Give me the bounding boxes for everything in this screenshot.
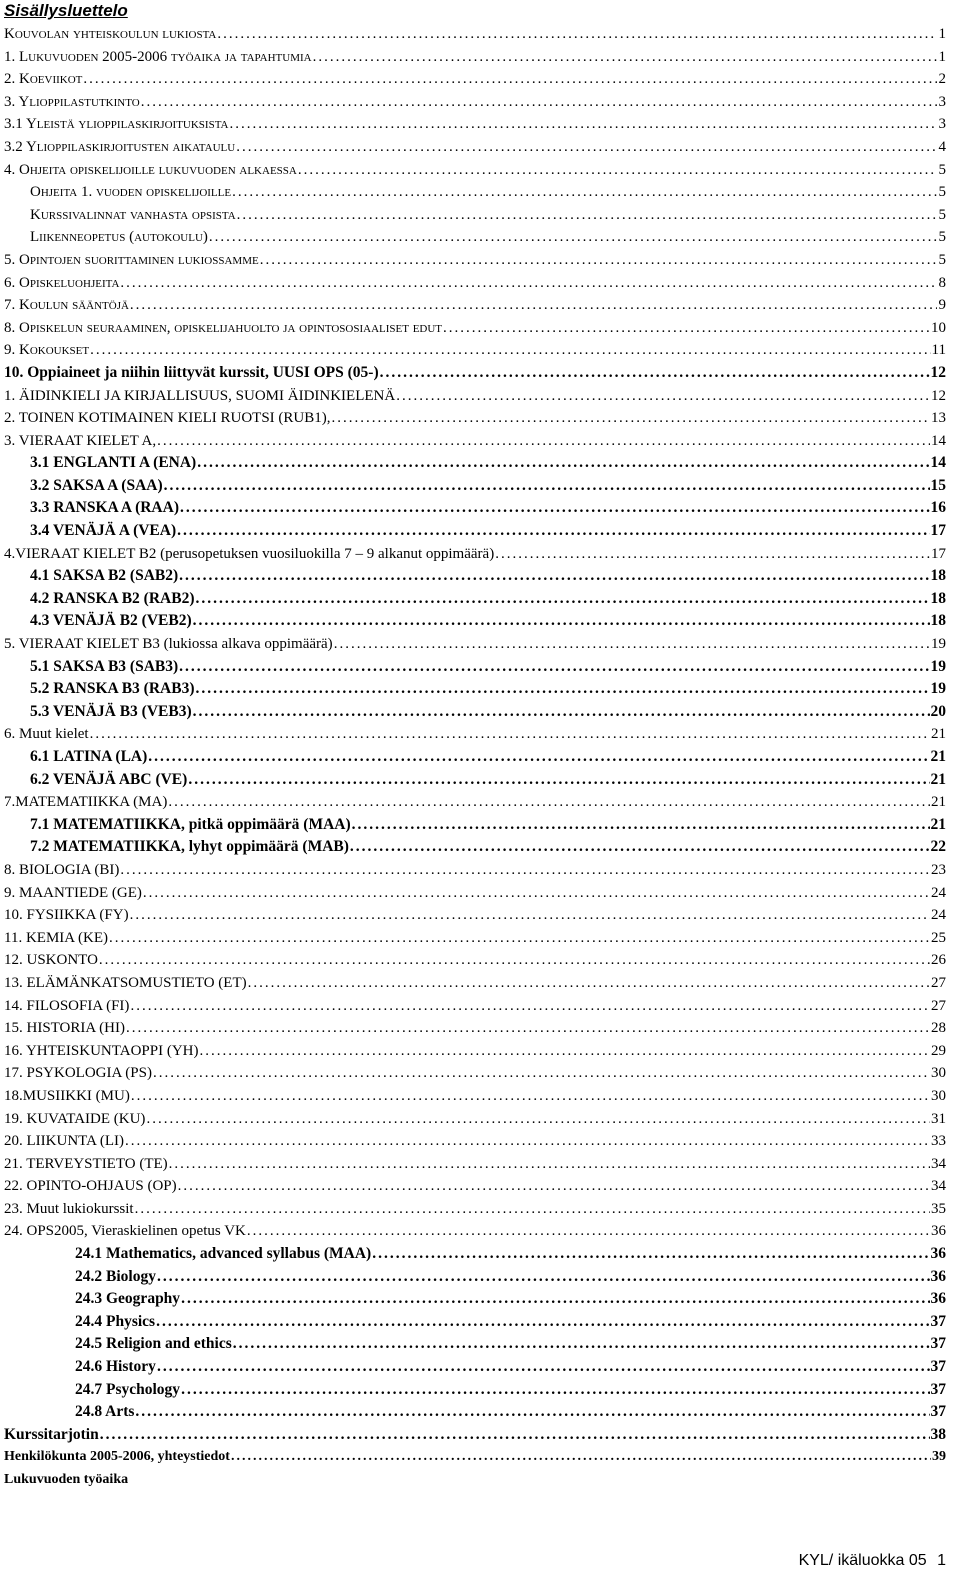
toc-entry[interactable] bbox=[0, 113, 946, 136]
toc-entry-title: Ohjeita 1. vuoden opiskelijoille bbox=[30, 184, 232, 201]
toc-entry-title: 22. OPINTO-OHJAUS (OP) bbox=[4, 1178, 177, 1195]
toc-entry-page: 21 bbox=[931, 726, 946, 743]
dot-leader bbox=[169, 1153, 930, 1176]
dot-leader bbox=[247, 1220, 930, 1243]
toc-entry-page: 37 bbox=[930, 1403, 946, 1421]
dot-leader bbox=[135, 1198, 930, 1221]
dot-leader bbox=[380, 362, 930, 385]
dot-leader bbox=[209, 226, 937, 249]
toc-entry-page: 8 bbox=[938, 274, 946, 291]
toc-entry-title: 3.2 Ylioppilaskirjoitusten aikataulu bbox=[4, 138, 236, 155]
toc-entry[interactable] bbox=[0, 339, 946, 362]
toc-entry-title: 5. Opintojen suorittaminen lukiossamme bbox=[4, 251, 259, 268]
toc-entry-page: 12 bbox=[930, 363, 946, 381]
toc-entry-title: Kouvolan yhteiskoulun lukiosta bbox=[4, 26, 217, 42]
toc-entry-title: 6. Opiskeluohjeita bbox=[4, 274, 120, 291]
toc-entry-title: 10. Oppiaineet ja niihin liittyvät kurssit, UUSI OPS (05-) bbox=[4, 363, 379, 381]
toc-entry[interactable] bbox=[0, 272, 946, 295]
toc-entry-title: 17. PSYKOLOGIA (PS) bbox=[4, 1065, 152, 1082]
dot-leader bbox=[231, 1446, 931, 1469]
toc-entry-title: 4.3 VENÄJÄ B2 (VEB2) bbox=[30, 612, 192, 630]
toc-entry[interactable] bbox=[0, 317, 946, 340]
toc-entry-title: 24.3 Geography bbox=[75, 1290, 181, 1308]
toc-entry[interactable] bbox=[0, 656, 946, 679]
toc-entry-title: 3.2 SAKSA A (SAA) bbox=[30, 476, 163, 494]
toc-entry[interactable] bbox=[0, 678, 946, 701]
toc-entry[interactable] bbox=[0, 407, 946, 430]
dot-leader bbox=[90, 723, 930, 746]
dot-leader bbox=[130, 904, 930, 927]
toc-entry[interactable] bbox=[0, 882, 946, 905]
dot-leader bbox=[332, 407, 931, 430]
toc-entry-page: 1 bbox=[938, 48, 946, 65]
toc-entry[interactable] bbox=[0, 543, 946, 566]
toc-entry[interactable] bbox=[0, 1424, 946, 1447]
toc-entry-page: 18 bbox=[930, 612, 946, 630]
toc-entry-page: 5 bbox=[938, 229, 946, 246]
toc-entry-title: Henkilökunta 2005-2006, yhteystiedot bbox=[4, 1449, 230, 1465]
toc-entry-page: 35 bbox=[931, 1200, 946, 1217]
toc-entry-title: 15. HISTORIA (HI) bbox=[4, 1020, 125, 1037]
toc-entry-title: 23. Muut lukiokurssit bbox=[4, 1200, 134, 1217]
toc-entry[interactable] bbox=[0, 949, 946, 972]
dot-leader bbox=[179, 565, 929, 588]
dot-leader bbox=[248, 972, 930, 995]
table-of-contents bbox=[0, 23, 946, 1492]
toc-entry[interactable] bbox=[0, 1379, 946, 1402]
toc-entry-page: 16 bbox=[930, 499, 946, 517]
toc-entry-page: 22 bbox=[930, 838, 946, 856]
dot-leader bbox=[217, 23, 937, 46]
toc-entry[interactable] bbox=[0, 430, 946, 453]
toc-entry-page: 5 bbox=[938, 184, 946, 201]
toc-entry-title: 5.2 RANSKA B3 (RAB3) bbox=[30, 680, 195, 698]
toc-entry-title: 24.7 Psychology bbox=[75, 1380, 181, 1398]
toc-entry[interactable] bbox=[0, 1356, 946, 1379]
toc-entry[interactable] bbox=[0, 1040, 946, 1063]
toc-entry-page: 30 bbox=[931, 1065, 946, 1082]
toc-entry-page: 27 bbox=[931, 997, 946, 1014]
dot-leader bbox=[372, 1243, 929, 1266]
toc-entry[interactable] bbox=[0, 1446, 946, 1469]
toc-entry[interactable] bbox=[0, 565, 946, 588]
dot-leader bbox=[180, 497, 930, 520]
toc-entry-page: 25 bbox=[931, 929, 946, 946]
toc-entry[interactable] bbox=[0, 791, 946, 814]
toc-entry-page: 34 bbox=[931, 1178, 946, 1195]
dot-leader bbox=[148, 746, 929, 769]
toc-entry-page: 13 bbox=[931, 410, 946, 427]
toc-entry-page: 12 bbox=[931, 387, 946, 404]
toc-entry-page: 10 bbox=[931, 319, 946, 336]
toc-entry-title: 24.4 Physics bbox=[75, 1312, 156, 1330]
toc-entry[interactable] bbox=[0, 249, 946, 272]
toc-entry[interactable] bbox=[0, 1469, 946, 1492]
dot-leader bbox=[178, 1175, 930, 1198]
toc-entry-page: 5 bbox=[938, 251, 946, 268]
toc-entry-page: 17 bbox=[931, 545, 946, 562]
toc-entry-page: 18 bbox=[930, 567, 946, 585]
toc-entry-title: Lukuvuoden työaika bbox=[4, 1472, 129, 1487]
dot-leader bbox=[195, 678, 929, 701]
toc-entry-title: 9. MAANTIEDE (GE) bbox=[4, 884, 142, 901]
toc-entry-page: 9 bbox=[938, 297, 946, 314]
toc-entry-title: 6.1 LATINA (LA) bbox=[30, 748, 148, 765]
toc-entry-page: 23 bbox=[931, 861, 946, 878]
toc-entry-page: 37 bbox=[930, 1358, 946, 1376]
toc-entry[interactable] bbox=[0, 746, 946, 769]
dot-leader bbox=[181, 1379, 929, 1402]
toc-entry[interactable] bbox=[0, 294, 946, 317]
dot-leader bbox=[157, 1356, 930, 1379]
toc-entry-title: 2. Koeviikot bbox=[4, 71, 83, 88]
toc-entry-title: 4.VIERAAT KIELET B2 (perusopetuksen vuosiluokilla 7 – 9 alkanut oppimäärä) bbox=[4, 545, 495, 562]
toc-entry-title: 3. VIERAAT KIELET A, bbox=[4, 432, 157, 449]
dot-leader bbox=[193, 701, 930, 724]
dot-leader bbox=[232, 181, 937, 204]
footer-page-number: 1 bbox=[937, 1552, 946, 1569]
toc-entry[interactable] bbox=[0, 859, 946, 882]
toc-entry-title: 21. TERVEYSTIETO (TE) bbox=[4, 1155, 168, 1172]
toc-entry-title: 7.MATEMATIIKKA (MA) bbox=[4, 794, 168, 811]
toc-entry-page: 26 bbox=[931, 952, 946, 969]
dot-leader bbox=[181, 1288, 929, 1311]
toc-entry-title: 8. BIOLOGIA (BI) bbox=[4, 861, 120, 878]
toc-entry[interactable] bbox=[0, 1266, 946, 1289]
toc-entry-page: 5 bbox=[938, 161, 946, 178]
toc-entry[interactable] bbox=[0, 836, 946, 859]
toc-entry-page: 34 bbox=[931, 1155, 946, 1172]
dot-leader bbox=[83, 68, 937, 91]
dot-leader bbox=[164, 475, 930, 498]
dot-leader bbox=[237, 204, 937, 227]
toc-entry[interactable] bbox=[0, 1175, 946, 1198]
dot-leader bbox=[177, 520, 929, 543]
toc-entry-title: 24.1 Mathematics, advanced syllabus (MAA) bbox=[75, 1245, 372, 1263]
toc-entry-title: Liikenneopetus (autokoulu) bbox=[30, 229, 208, 246]
toc-entry-page: 24 bbox=[931, 907, 946, 924]
dot-leader bbox=[126, 1017, 930, 1040]
toc-entry-page: 37 bbox=[930, 1335, 946, 1353]
toc-entry-page: 11 bbox=[931, 342, 946, 359]
toc-entry[interactable] bbox=[0, 904, 946, 927]
toc-entry-title: 20. LIIKUNTA (LI) bbox=[4, 1133, 125, 1150]
toc-entry[interactable] bbox=[0, 1108, 946, 1131]
toc-entry[interactable] bbox=[0, 588, 946, 611]
dot-leader bbox=[125, 1130, 930, 1153]
toc-entry-page: 21 bbox=[930, 770, 946, 788]
toc-entry-page: 29 bbox=[931, 1042, 946, 1059]
toc-entry-page: 38 bbox=[930, 1425, 946, 1443]
toc-entry-title: 3. Ylioppilastutkinto bbox=[4, 93, 140, 110]
toc-entry[interactable] bbox=[0, 1085, 946, 1108]
toc-entry-title: 1. Lukuvuoden 2005-2006 työaika ja tapahtumia bbox=[4, 48, 312, 65]
toc-entry[interactable] bbox=[0, 610, 946, 633]
toc-entry-title: 4.2 RANSKA B2 (RAB2) bbox=[30, 589, 195, 607]
dot-leader bbox=[197, 452, 929, 475]
toc-entry-title: 10. FYSIIKKA (FY) bbox=[4, 907, 129, 924]
toc-entry[interactable] bbox=[0, 226, 946, 249]
toc-entry-page: 2 bbox=[938, 71, 946, 88]
toc-entry-title: 19. KUVATAIDE (KU) bbox=[4, 1110, 146, 1127]
toc-entry-title: 5.1 SAKSA B3 (SAB3) bbox=[30, 657, 179, 675]
dot-leader bbox=[141, 91, 937, 114]
toc-entry[interactable] bbox=[0, 1401, 946, 1424]
toc-entry-page: 36 bbox=[930, 1290, 946, 1308]
dot-leader bbox=[100, 1424, 930, 1447]
toc-entry-title: 18.MUSIIKKI (MU) bbox=[4, 1087, 130, 1104]
toc-entry-title: 5. VIERAAT KIELET B3 (lukiossa alkava oppimäärä) bbox=[4, 636, 333, 653]
toc-entry-page: 19 bbox=[930, 680, 946, 698]
toc-entry-page: 37 bbox=[930, 1312, 946, 1330]
toc-entry-page: 24 bbox=[931, 884, 946, 901]
toc-entry[interactable] bbox=[0, 1130, 946, 1153]
dot-leader bbox=[298, 159, 937, 182]
toc-entry-title: 24.2 Biology bbox=[75, 1267, 156, 1285]
toc-entry-page: 36 bbox=[931, 1223, 946, 1240]
toc-entry-title: 9. Kokoukset bbox=[4, 342, 90, 359]
dot-leader bbox=[130, 995, 930, 1018]
toc-entry[interactable] bbox=[0, 995, 946, 1018]
toc-entry[interactable] bbox=[0, 46, 946, 69]
toc-entry-page: 37 bbox=[930, 1380, 946, 1398]
toc-entry-page: 17 bbox=[930, 522, 946, 540]
dot-leader bbox=[229, 113, 937, 136]
toc-entry-title: 5.3 VENÄJÄ B3 (VEB3) bbox=[30, 702, 192, 720]
toc-entry[interactable] bbox=[0, 1062, 946, 1085]
toc-entry-title: 11. KEMIA (KE) bbox=[4, 929, 109, 946]
toc-entry-title: 7.2 MATEMATIIKKA, lyhyt oppimäärä (MAB) bbox=[30, 838, 349, 856]
toc-entry[interactable] bbox=[0, 68, 946, 91]
toc-entry-page: 3 bbox=[938, 93, 946, 110]
toc-entry[interactable] bbox=[0, 497, 946, 520]
toc-entry-page: 19 bbox=[931, 636, 946, 653]
dot-leader bbox=[350, 836, 930, 859]
dot-leader bbox=[109, 927, 930, 950]
toc-entry-title: 3.1 ENGLANTI A (ENA) bbox=[30, 454, 197, 472]
dot-leader bbox=[179, 656, 929, 679]
toc-entry[interactable] bbox=[0, 136, 946, 159]
dot-leader bbox=[495, 543, 930, 566]
toc-entry-title: 6. Muut kielet bbox=[4, 726, 89, 743]
toc-entry[interactable] bbox=[0, 159, 946, 182]
toc-entry-page: 21 bbox=[930, 815, 946, 833]
toc-entry-title: 1. ÄIDINKIELI JA KIRJALLISUUS, SUOMI ÄIDINKIELENÄ bbox=[4, 387, 396, 404]
toc-entry[interactable] bbox=[0, 452, 946, 475]
page-footer bbox=[0, 1552, 946, 1570]
toc-entry-page: 3 bbox=[938, 116, 946, 133]
dot-leader bbox=[90, 339, 930, 362]
toc-entry-title: 13. ELÄMÄNKATSOMUSTIETO (ET) bbox=[4, 974, 247, 991]
dot-leader bbox=[157, 430, 930, 453]
toc-entry[interactable] bbox=[0, 927, 946, 950]
dot-leader bbox=[143, 882, 930, 905]
toc-entry-title: 24.5 Religion and ethics bbox=[75, 1335, 232, 1353]
toc-entry[interactable] bbox=[0, 723, 946, 746]
toc-entry[interactable] bbox=[0, 1333, 946, 1356]
toc-entry-page: 36 bbox=[930, 1245, 946, 1263]
dot-leader bbox=[131, 1085, 930, 1108]
toc-entry-title: 7.1 MATEMATIIKKA, pitkä oppimäärä (MAA) bbox=[30, 815, 351, 833]
toc-entry-title: 4.1 SAKSA B2 (SAB2) bbox=[30, 567, 179, 585]
dot-leader bbox=[396, 385, 930, 408]
dot-leader bbox=[260, 249, 937, 272]
footer-label: KYL/ ikäluokka 05 bbox=[798, 1552, 927, 1569]
toc-entry-title: 2. TOINEN KOTIMAINEN KIELI RUOTSI (RUB1), bbox=[4, 410, 331, 427]
toc-entry-title: Kurssivalinnat vanhasta opsista bbox=[30, 206, 236, 223]
toc-entry[interactable] bbox=[0, 1198, 946, 1221]
toc-entry-page: 14 bbox=[930, 454, 946, 472]
dot-leader bbox=[120, 272, 937, 295]
toc-entry-page: 21 bbox=[931, 794, 946, 811]
toc-entry-page: 19 bbox=[930, 657, 946, 675]
toc-entry-page: 15 bbox=[930, 476, 946, 494]
toc-entry-title: 3.1 Yleistä ylioppilaskirjoituksista bbox=[4, 116, 229, 133]
toc-entry-title: Kurssitarjotin bbox=[4, 1425, 99, 1443]
toc-entry-title: 4. Ohjeita opiskelijoille lukuvuoden alkaessa bbox=[4, 161, 297, 178]
toc-entry-page: 21 bbox=[930, 748, 946, 765]
dot-leader bbox=[352, 814, 930, 837]
toc-entry-title: 16. YHTEISKUNTAOPPI (YH) bbox=[4, 1042, 199, 1059]
toc-entry-page: 1 bbox=[938, 26, 946, 42]
dot-leader bbox=[443, 317, 930, 340]
toc-entry-page: 28 bbox=[931, 1020, 946, 1037]
toc-entry[interactable] bbox=[0, 1017, 946, 1040]
toc-entry[interactable] bbox=[0, 475, 946, 498]
dot-leader bbox=[153, 1062, 930, 1085]
toc-entry-page: 4 bbox=[938, 138, 946, 155]
toc-entry-page: 30 bbox=[931, 1087, 946, 1104]
toc-entry-title: 3.3 RANSKA A (RAA) bbox=[30, 499, 179, 517]
dot-leader bbox=[146, 1108, 930, 1131]
toc-entry-title: 6.2 VENÄJÄ ABC (VE) bbox=[30, 770, 188, 788]
toc-entry-title: 14. FILOSOFIA (FI) bbox=[4, 997, 130, 1014]
dot-leader bbox=[233, 1333, 930, 1356]
dot-leader bbox=[168, 791, 930, 814]
dot-leader bbox=[193, 610, 930, 633]
toc-entry[interactable] bbox=[0, 814, 946, 837]
toc-entry-page: 36 bbox=[930, 1267, 946, 1285]
toc-entry-title: 24.6 History bbox=[75, 1358, 156, 1376]
dot-leader bbox=[195, 588, 929, 611]
dot-leader bbox=[334, 633, 930, 656]
toc-entry-title: 24.8 Arts bbox=[75, 1403, 135, 1421]
toc-entry[interactable] bbox=[0, 520, 946, 543]
toc-entry[interactable] bbox=[0, 23, 946, 46]
dot-leader bbox=[99, 949, 930, 972]
toc-entry[interactable] bbox=[0, 633, 946, 656]
dot-leader bbox=[135, 1401, 929, 1424]
toc-entry[interactable] bbox=[0, 1220, 946, 1243]
toc-entry-page: 18 bbox=[930, 589, 946, 607]
dot-leader bbox=[236, 136, 937, 159]
toc-entry[interactable] bbox=[0, 1288, 946, 1311]
toc-entry-page: 39 bbox=[932, 1449, 946, 1465]
toc-entry[interactable] bbox=[0, 1153, 946, 1176]
toc-heading: Sisällysluettelo bbox=[4, 1, 128, 20]
dot-leader bbox=[120, 859, 930, 882]
toc-entry-page: 33 bbox=[931, 1133, 946, 1150]
toc-entry[interactable] bbox=[0, 204, 946, 227]
toc-entry-title: 8. Opiskelun seuraaminen, opiskelijahuolto ja opintososiaaliset edut bbox=[4, 319, 443, 336]
dot-leader bbox=[157, 1266, 930, 1289]
toc-entry-page: 14 bbox=[931, 432, 946, 449]
dot-leader bbox=[156, 1311, 929, 1334]
toc-entry[interactable] bbox=[0, 1311, 946, 1334]
toc-entry[interactable] bbox=[0, 701, 946, 724]
dot-leader bbox=[313, 46, 937, 69]
dot-leader bbox=[188, 769, 929, 792]
toc-entry-title: 12. USKONTO bbox=[4, 952, 98, 969]
toc-entry[interactable] bbox=[0, 362, 946, 385]
toc-entry[interactable] bbox=[0, 385, 946, 408]
toc-entry-page: 27 bbox=[931, 974, 946, 991]
toc-entry-title: 3.4 VENÄJÄ A (VEA) bbox=[30, 522, 177, 540]
dot-leader bbox=[199, 1040, 930, 1063]
toc-entry-page: 20 bbox=[930, 702, 946, 720]
toc-entry[interactable] bbox=[0, 91, 946, 114]
toc-entry[interactable] bbox=[0, 1243, 946, 1266]
toc-entry-title: 7. Koulun sääntöjä bbox=[4, 297, 129, 314]
toc-entry[interactable] bbox=[0, 181, 946, 204]
toc-entry[interactable] bbox=[0, 769, 946, 792]
toc-entry-page: 5 bbox=[938, 206, 946, 223]
dot-leader bbox=[130, 294, 937, 317]
toc-entry-title: 24. OPS2005, Vieraskielinen opetus VK bbox=[4, 1223, 246, 1240]
toc-entry-page: 31 bbox=[931, 1110, 946, 1127]
toc-entry[interactable] bbox=[0, 972, 946, 995]
